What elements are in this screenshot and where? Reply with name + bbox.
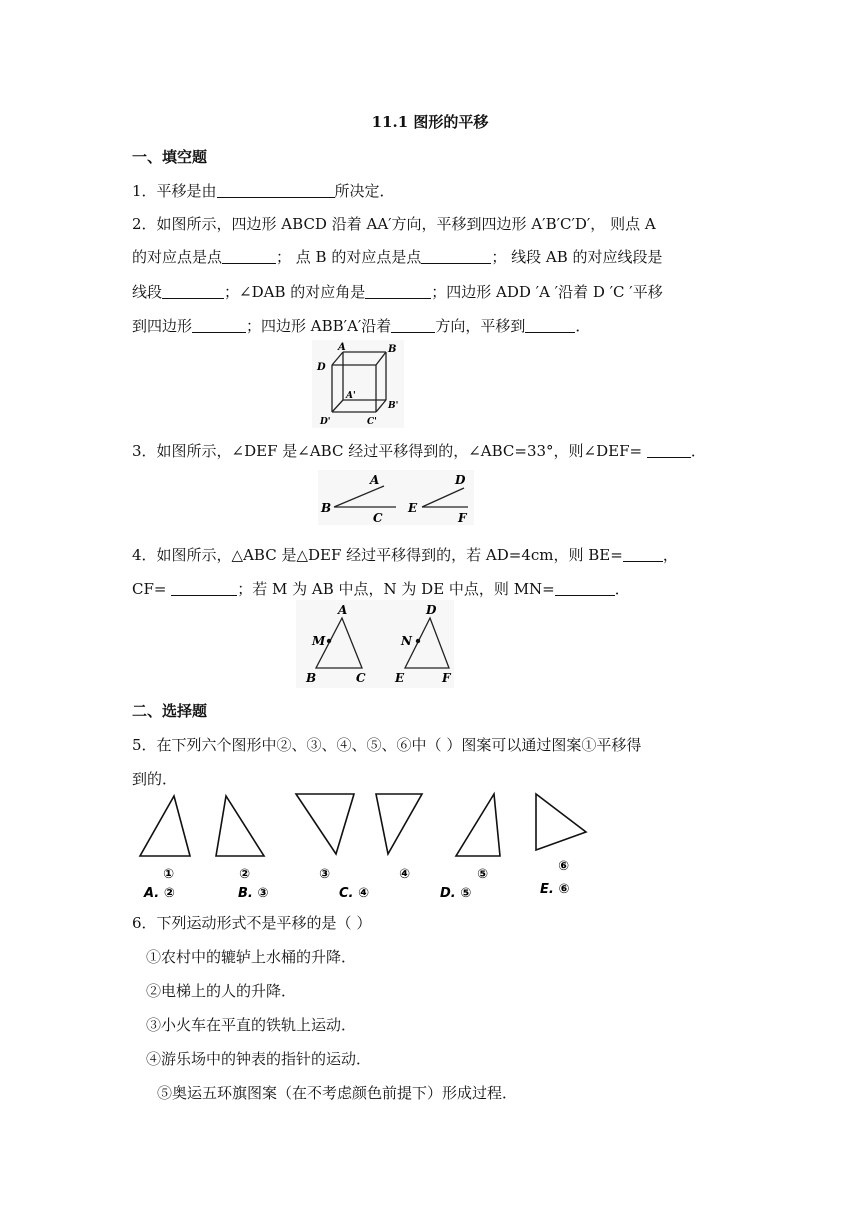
option-b: B. ③ [238, 886, 269, 901]
label-b: B [321, 501, 332, 515]
figure-cube [312, 340, 404, 428]
answer-blank [365, 284, 431, 299]
figure-label-1: ① [163, 867, 175, 882]
question-6-item-2: ②电梯上的人的升降． [146, 982, 297, 1000]
option-e: E. ⑥ [540, 882, 570, 897]
figure-label-4: ④ [399, 867, 411, 882]
option-a: A. ② [144, 886, 175, 901]
question-6-stem: 6．下列运动形式不是平移的是（ ） [132, 914, 372, 932]
point-m [327, 639, 331, 643]
figure-background [318, 470, 474, 525]
answer-blank [192, 318, 246, 333]
question-6-item-1: ①农村中的辘轳上水桶的升降． [146, 948, 357, 966]
label-d: D [455, 473, 466, 487]
page-title: 11.1 图形的平移 [371, 113, 489, 131]
triangle-6 [536, 794, 586, 850]
option-d: D. ⑤ [440, 886, 472, 901]
figure-label-3: ③ [319, 867, 331, 882]
answer-blank [391, 318, 435, 333]
answer-blank [222, 249, 276, 264]
question-6-item-4: ④游乐场中的钟表的指针的运动． [146, 1050, 372, 1068]
figure-triangles [296, 600, 454, 688]
question-2-line-2: 的对应点是点 ； 点 B 的对应点是点 ； 线段 AB 的对应线段是 [132, 248, 663, 266]
label-f: F [442, 671, 451, 685]
label-d: D [426, 603, 437, 617]
label-d: D [317, 362, 326, 373]
section-fill-in: 一、填空题 [132, 148, 208, 166]
question-5-line-2: 到的． [132, 770, 178, 788]
figure-label-6: ⑥ [558, 859, 570, 874]
question-4-line-1: 4．如图所示，△ABC 是△DEF 经过平移得到的，若 AD=4cm，则 BE= ， [132, 546, 678, 564]
label-b-prime: B' [388, 401, 399, 411]
answer-blank [647, 443, 691, 458]
label-f: F [458, 511, 467, 525]
figure-angles [318, 470, 474, 525]
triangle-3 [296, 794, 354, 854]
section-multiple-choice: 二、选择题 [132, 702, 208, 720]
point-n [416, 639, 420, 643]
label-d-prime: D' [320, 417, 331, 427]
question-2-line-4: 到四边形 ；四边形 ABB′A′沿着 方向，平移到 ． [132, 317, 591, 335]
question-5-line-1: 5．在下列六个图形中②、③、④、⑤、⑥中（ ）图案可以通过图案①平移得 [132, 736, 642, 754]
figure-label-2: ② [239, 867, 251, 882]
answer-blank [623, 547, 663, 562]
label-a: A [338, 342, 346, 353]
question-3: 3．如图所示，∠DEF 是∠ABC 经过平移得到的，∠ABC=33°，则∠DEF= ． [132, 442, 706, 460]
label-b: B [388, 344, 397, 355]
triangle-5 [456, 794, 500, 856]
answer-blank [421, 249, 491, 264]
triangle-2 [216, 796, 264, 856]
label-c: C [356, 671, 366, 685]
label-a: A [338, 603, 348, 617]
answer-blank [525, 318, 575, 333]
question-6-item-3: ③小火车在平直的铁轨上运动． [146, 1016, 357, 1034]
answer-blank [555, 581, 615, 596]
question-2-line-3: 线段 ；∠DAB 的对应角是 ；四边形 ADD ′A ′沿着 D ′C ′平移 [132, 283, 663, 301]
label-b: B [306, 671, 317, 685]
triangle-4 [376, 794, 422, 854]
answer-blank [162, 284, 224, 299]
question-1: 1．平移是由 所决定． [132, 182, 395, 200]
label-n: N [401, 634, 412, 648]
label-m: M [312, 634, 326, 648]
question-6-item-5: ⑤奥运五环旗图案（在不考虑颜色前提下）形成过程． [157, 1084, 518, 1102]
answer-blank [217, 183, 335, 198]
label-a: A [370, 473, 380, 487]
label-c-prime: C' [367, 417, 377, 427]
label-a-prime: A' [346, 391, 356, 401]
option-c: C. ④ [339, 886, 370, 901]
figure-label-5: ⑤ [477, 867, 489, 882]
label-e: E [395, 671, 405, 685]
question-2-line-1: 2．如图所示，四边形 ABCD 沿着 AA′方向，平移到四边形 A′B′C′D′， 则点 A [132, 215, 656, 233]
label-c: C [373, 511, 383, 525]
figure-six-triangles [132, 790, 602, 902]
triangle-1 [140, 796, 190, 856]
answer-blank [171, 581, 237, 596]
question-4-line-2: CF= ；若 M 为 AB 中点，N 为 DE 中点，则 MN= ． [132, 580, 630, 598]
label-e: E [408, 501, 418, 515]
